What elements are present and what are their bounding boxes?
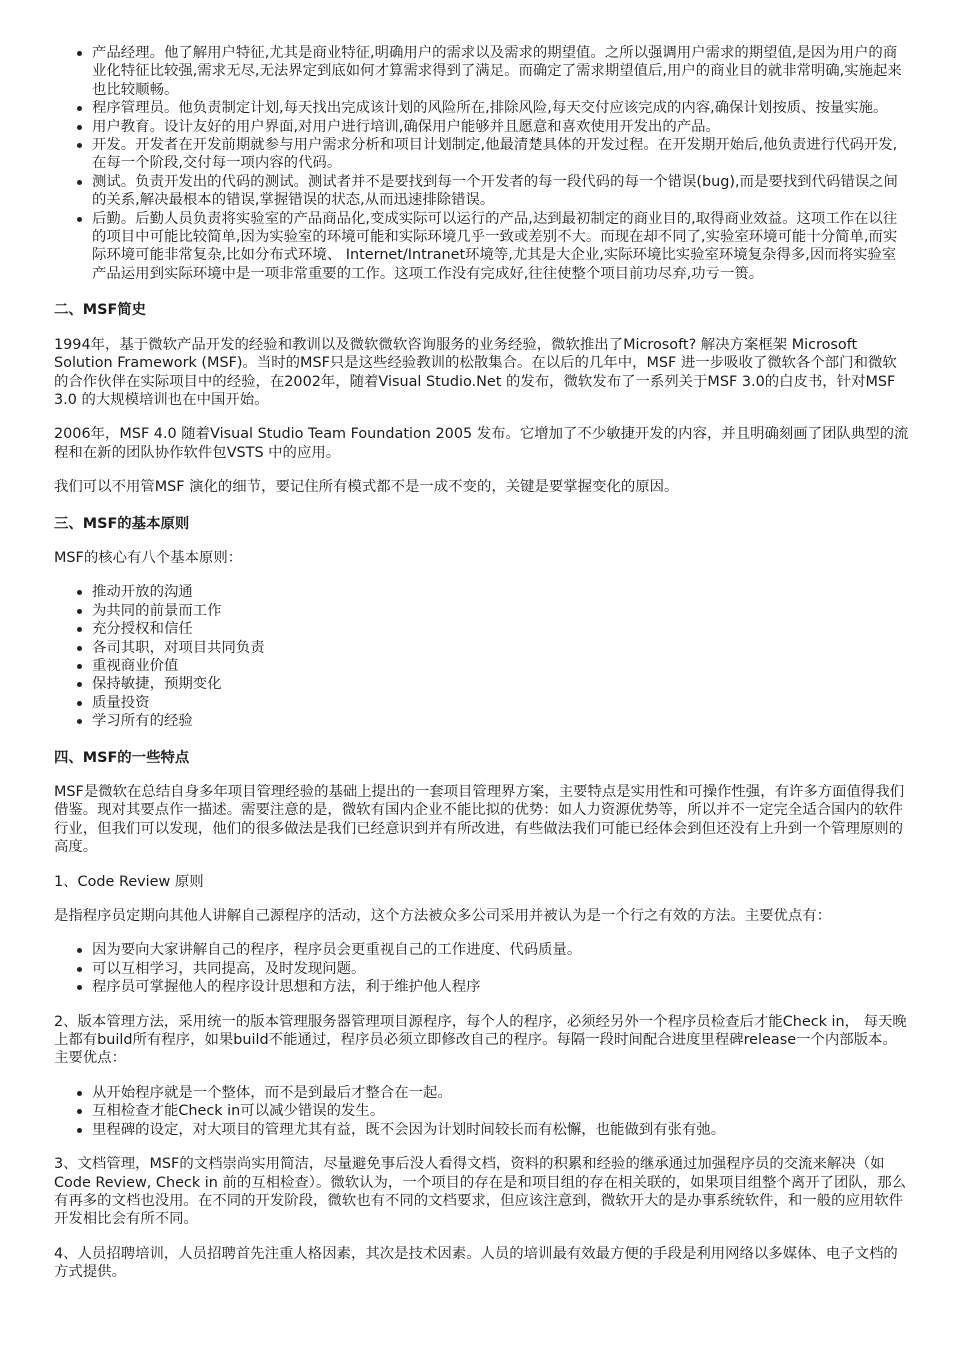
history-paragraph-3: 我们可以不用管MSF 演化的细节，要记住所有模式都不是一成不变的，关键是要掌握变化的原因。 (54, 479, 679, 496)
history-paragraph-2: 2006年，MSF 4.0 随着Visual Studio Team Foundation 2005 发布。它增加了不少敏捷开发的内容，并且明确刻画了团队典型的流程和在新的团队协作软件包VSTS 中的应用。 (54, 426, 909, 461)
list-item: 重视商业价值 (92, 657, 910, 675)
list-item: 推动开放的沟通 (92, 583, 910, 601)
list-item: 里程碑的设定，对大项目的管理尤其有益，既不会因为计划时间较长而有松懈，也能做到有张有弛。 (92, 1121, 910, 1139)
list-item: 充分授权和信任 (92, 620, 910, 638)
document-page (54, 44, 910, 1282)
principles-list (54, 583, 910, 730)
list-item: 为共同的前景而工作 (92, 602, 910, 620)
list-item: 程序管理员。他负责制定计划,每天找出完成该计划的风险所在,排除风险,每天交付应该完成的内容,确保计划按质、按量实施。 (92, 99, 910, 117)
code-review-desc: 是指程序员定期向其他人讲解自己源程序的活动，这个方法被众多公司采用并被认为是一个行之有效的方法。主要优点有： (54, 908, 832, 925)
list-item: 用户教育。设计友好的用户界面,对用户进行培训,确保用户能够并且愿意和喜欢使用开发出的产品。 (92, 118, 910, 136)
list-item: 保持敏捷，预期变化 (92, 675, 910, 693)
roles-list (54, 44, 910, 283)
section-heading-history: 二、MSF简史 (54, 302, 147, 319)
list-item: 程序员可掌握他人的程序设计思想和方法，利于维护他人程序 (92, 978, 910, 996)
version-management-list (54, 1084, 910, 1139)
list-item: 后勤。后勤人员负责将实验室的产品商品化,变成实际可以运行的产品,达到最初制定的商业目的,取得商业效益。这项工作在以往的项目中可能比较简单,因为实验室的环境可能和实际环境几乎一致或差别不大。而现在却不同了,实验室环境可能十分简单,而实际环境可能非常复杂,比如分布式环境、 Internet/Intranet环境等,尤其是大企业,实际环境比实验室环境复杂得多,因而将实验室产品运用到实际环境中是一项非常重要的工作。这项工作没有完成好,往往使整个项目前功尽弃,功亏一篑。 (92, 210, 910, 284)
recruitment-paragraph: 4、人员招聘培训，人员招聘首先注重人格因素，其次是技术因素。人员的培训最有效最方便的手段是利用网络以多媒体、电子文档的方式提供。 (54, 1245, 898, 1281)
list-item: 产品经理。他了解用户特征,尤其是商业特征,明确用户的需求以及需求的期望值。之所以强调用户需求的期望值,是因为用户的商业化特征比较强,需求无尽,无法界定到底如何才算需求得到了满足。而确定了需求期望值后,用户的商业目的就非常明确,实施起来也比较顺畅。 (92, 44, 910, 99)
section-heading-principles: 三、MSF的基本原则 (54, 515, 190, 532)
list-item: 学习所有的经验 (92, 712, 910, 730)
list-item: 因为要向大家讲解自己的程序，程序员会更重视自己的工作进度、代码质量。 (92, 941, 910, 959)
list-item: 开发。开发者在开发前期就参与用户需求分析和项目计划制定,他最清楚具体的开发过程。在开发期开始后,他负责进行代码开发,在每一个阶段,交付每一项内容的代码。 (92, 136, 910, 173)
document-management-paragraph: 3、文档管理，MSF的文档崇尚实用简洁，尽量避免事后没人看得文档，资料的积累和经验的继承通过加强程序员的交流来解决（如Code Review, Check in 前的互相检查）。微软认为，一个项目的存在是和项目组的存在相关联的，如果项目组整个离开了团队，那么有再多的文档也没用。在不同的开发阶段，微软也有不同的文档要求，但应该注意到，微软开大的是办事系统软件，和一般的应用软件开发相比会有所不同。 (54, 1156, 906, 1228)
code-review-list (54, 941, 910, 996)
list-item: 互相检查才能Check in可以减少错误的发生。 (92, 1102, 910, 1120)
code-review-title: 1、Code Review 原则 (54, 873, 204, 890)
list-item: 可以互相学习，共同提高，及时发现问题。 (92, 960, 910, 978)
list-item: 从开始程序就是一个整体，而不是到最后才整合在一起。 (92, 1084, 910, 1102)
list-item: 各司其职，对项目共同负责 (92, 639, 910, 657)
list-item: 测试。负责开发出的代码的测试。测试者并不是要找到每一个开发者的每一段代码的每一个错误(bug),而是要找到代码错误之间的关系,解决最根本的错误,掌握错误的状态,从而迅速排除错误。 (92, 173, 910, 210)
list-item: 质量投资 (92, 694, 910, 712)
features-intro: MSF是微软在总结自身多年项目管理经验的基础上提出的一套项目管理界方案，主要特点是实用性和可操作性强，有许多方面值得我们借鉴。现对其要点作一描述。需要注意的是，微软有国内企业不能比拟的优势：如人力资源优势等，所以并不一定完全适合国内的软件行业，但我们可以发现，他们的很多做法是我们已经意识到并有所改进，有些做法我们可能已经体会到但还没有上升到一个管理原则的高度。 (54, 784, 905, 856)
version-management-paragraph: 2、版本管理方法，采用统一的版本管理服务器管理项目源程序，每个人的程序，必须经另外一个程序员检查后才能Check in， 每天晚上都有build所有程序，如果build不能通过，程序员必须立即修改自己的程序。每隔一段时间配合进度里程碑release一个内部版本。主要优点： (54, 1013, 907, 1067)
principles-intro: MSF的核心有八个基本原则： (54, 549, 243, 566)
section-heading-features: 四、MSF的一些特点 (54, 749, 190, 766)
history-paragraph-1: 1994年，基于微软产品开发的经验和教训以及微软微软咨询服务的业务经验，微软推出了Microsoft? 解决方案框架 Microsoft Solution Framework (MSF)。当时的MSF只是这些经验教训的松散集合。在以后的几年中，MSF 进一步吸收了微软各个部门和微软的合作伙伴在实际项目中的经验，在2002年，随着Visual Studio.Net 的发布，微软发布了一系列关于MSF 3.0的白皮书，针对MSF 3.0 的大规模培训也在中国开始。 (54, 336, 897, 408)
